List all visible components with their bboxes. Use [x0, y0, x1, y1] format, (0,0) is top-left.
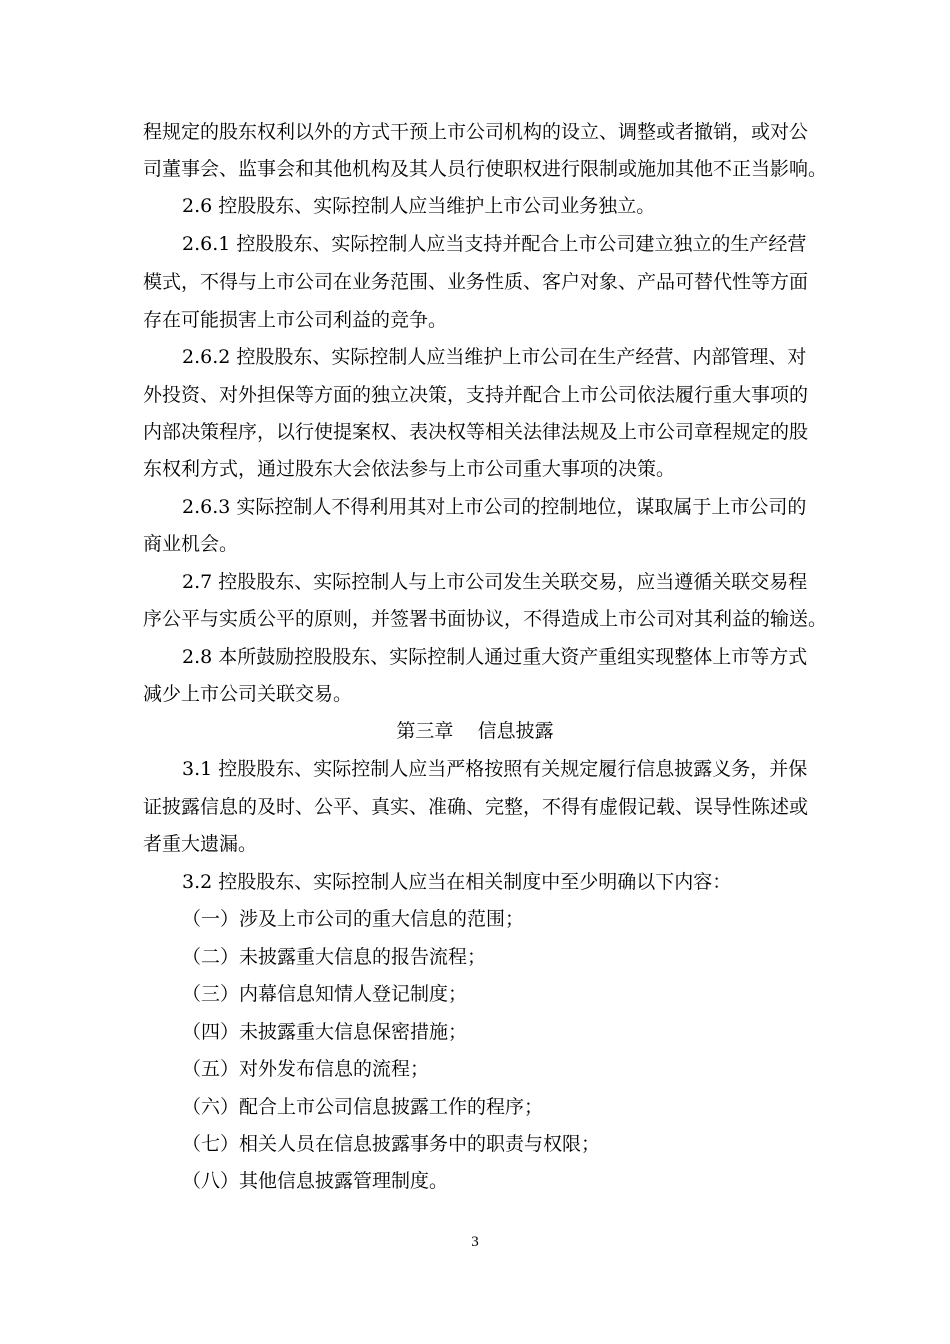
- paragraph-2-8: 2.8 本所鼓励控股股东、实际控制人通过重大资产重组实现整体上市等方式: [182, 646, 808, 668]
- paragraph-2-6-1: 2.6.1 控股股东、实际控制人应当支持并配合上市公司建立独立的生产经营: [182, 233, 807, 255]
- paragraph-2-6-3: 2.6.3 实际控制人不得利用其对上市公司的控制地位，谋取属于上市公司的: [182, 496, 807, 518]
- paragraph-2-7: 2.7 控股股东、实际控制人与上市公司发生关联交易，应当遵循关联交易程: [182, 571, 808, 593]
- paragraph-2-6-2: 2.6.2 控股股东、实际控制人应当维护上市公司在生产经营、内部管理、对: [182, 346, 807, 368]
- body-line: 程规定的股东权利以外的方式干预上市公司机构的设立、调整或者撤销，或对公: [143, 121, 809, 143]
- list-item: （四）未披露重大信息保密措施；: [182, 1021, 468, 1043]
- list-item: （三）内幕信息知情人登记制度；: [182, 983, 468, 1005]
- body-line: 序公平与实质公平的原则，并签署书面协议，不得造成上市公司对其利益的输送。: [143, 608, 828, 630]
- list-item: （八）其他信息披露管理制度。: [182, 1170, 449, 1192]
- body-line: 存在可能损害上市公司利益的竞争。: [143, 309, 448, 331]
- list-item: （一）涉及上市公司的重大信息的范围；: [182, 908, 525, 930]
- body-line: 者重大遗漏。: [143, 833, 258, 855]
- chapter-heading: 第三章 信息披露: [396, 720, 554, 742]
- paragraph-3-2: 3.2 控股股东、实际控制人应当在相关制度中至少明确以下内容：: [182, 871, 732, 893]
- body-line: 减少上市公司关联交易。: [143, 683, 353, 705]
- body-line: 外投资、对外担保等方面的独立决策，支持并配合上市公司依法履行重大事项的: [143, 384, 809, 406]
- body-line: 内部决策程序，以行使提案权、表决权等相关法律法规及上市公司章程规定的股: [143, 421, 809, 443]
- page-number: 3: [471, 1234, 479, 1250]
- body-line: 模式，不得与上市公司在业务范围、业务性质、客户对象、产品可替代性等方面: [143, 271, 809, 293]
- paragraph-2-6: 2.6 控股股东、实际控制人应当维护上市公司业务独立。: [182, 195, 656, 217]
- body-line: 证披露信息的及时、公平、真实、准确、完整，不得有虚假记载、误导性陈述或: [143, 796, 809, 818]
- body-line: 商业机会。: [143, 533, 239, 555]
- body-line: 东权利方式，通过股东大会依法参与上市公司重大事项的决策。: [143, 458, 676, 480]
- list-item: （七）相关人员在信息披露事务中的职责与权限；: [182, 1133, 601, 1155]
- list-item: （五）对外发布信息的流程；: [182, 1058, 430, 1080]
- paragraph-3-1: 3.1 控股股东、实际控制人应当严格按照有关规定履行信息披露义务，并保: [182, 758, 808, 780]
- list-item: （六）配合上市公司信息披露工作的程序；: [182, 1096, 544, 1118]
- list-item: （二）未披露重大信息的报告流程；: [182, 946, 487, 968]
- body-line: 司董事会、监事会和其他机构及其人员行使职权进行限制或施加其他不正当影响。: [143, 158, 828, 180]
